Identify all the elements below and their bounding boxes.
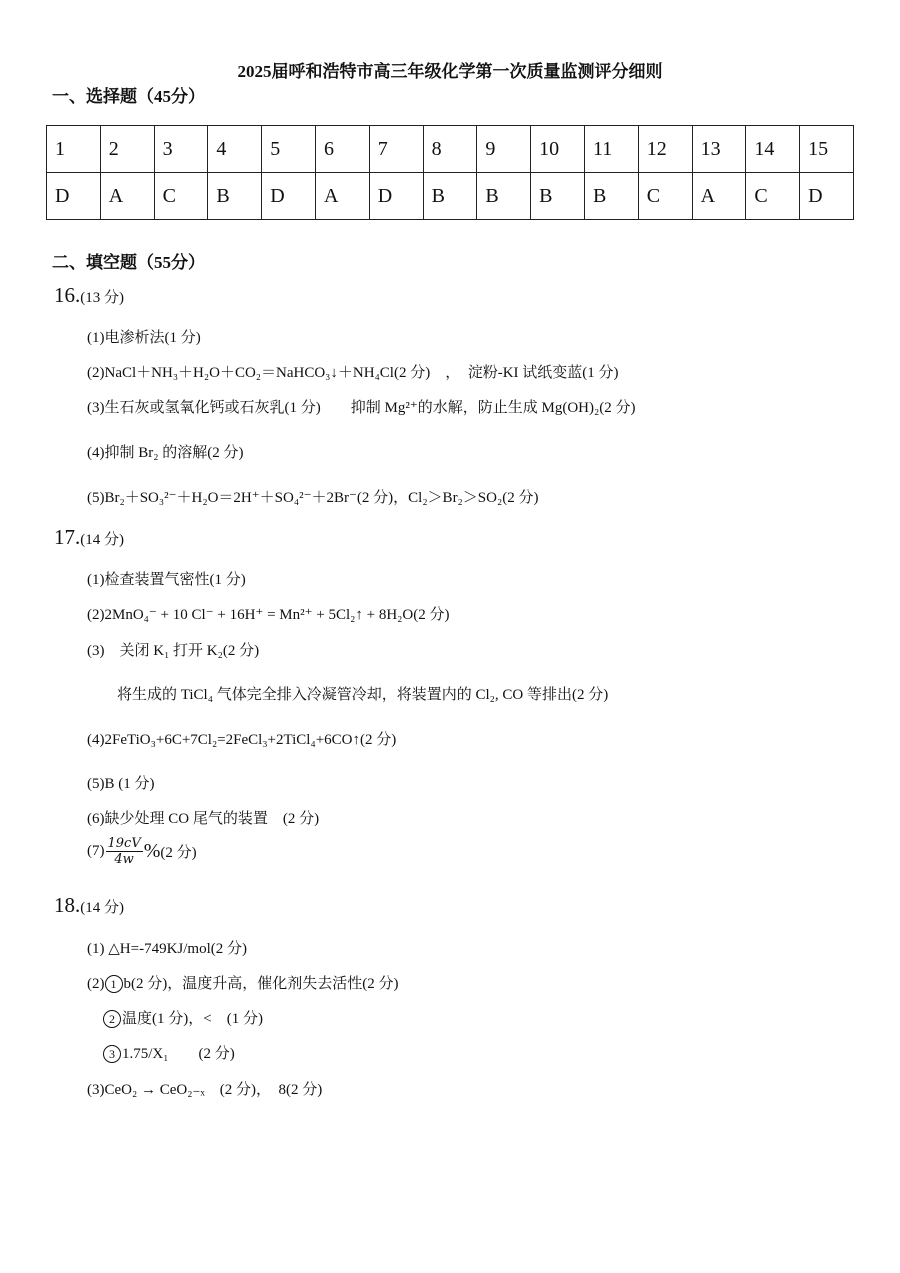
question-number-cell: 10: [531, 126, 585, 173]
section-choice-heading: 一、选择题（45分）: [52, 87, 205, 106]
question-number: 16.: [54, 283, 81, 307]
subitem-text: b(2 分)，温度升高，催化剂失去活性(2 分): [123, 976, 399, 992]
question-number-cell: 4: [208, 126, 262, 173]
q17-answer-5: (5)B (1 分): [87, 776, 155, 792]
question-number-cell: 2: [100, 126, 154, 173]
circled-number-3: 3: [103, 1045, 121, 1063]
answer-letter-cell: D: [262, 173, 316, 220]
question-number: 17.: [54, 525, 81, 549]
question-16-header: [54, 283, 124, 308]
question-number-cell: 6: [315, 126, 369, 173]
q16-answer-2: (2)NaCl＋NH₃＋H₂O＋CO₂＝NaHCO₃↓＋NH₄Cl(2 分) ， 淀粉-KI 试纸变蓝(1 分): [87, 365, 619, 381]
subitem-text: 温度(1 分)，< (1 分): [122, 1011, 263, 1027]
question-number-cell: 3: [154, 126, 208, 173]
q17-answer-7: [87, 836, 197, 867]
question-number-cell: 8: [423, 126, 477, 173]
answer-table: [46, 125, 854, 220]
question-score: (14 分): [80, 532, 124, 548]
answer-letter-cell: D: [369, 173, 423, 220]
question-number-cell: 11: [584, 126, 638, 173]
answer-letter-cell: C: [638, 173, 692, 220]
fraction: [106, 836, 143, 867]
answer-letter-cell: D: [800, 173, 854, 220]
question-number: 18.: [54, 893, 81, 917]
answer-letter-cell: B: [531, 173, 585, 220]
q17-answer-2: (2)2MnO₄⁻ + 10 Cl⁻ + 16H⁺ = Mn²⁺ + 5Cl₂↑ + 8H₂O(2 分): [87, 607, 450, 623]
item-score: (2 分): [160, 845, 197, 861]
q17-answer-1: (1)检查装置气密性(1 分): [87, 572, 246, 588]
answer-table-number-row: [47, 126, 854, 173]
question-number-cell: 9: [477, 126, 531, 173]
answer-letter-cell: A: [315, 173, 369, 220]
question-18-header: [54, 893, 124, 918]
q16-answer-4: (4)抑制 Br₂ 的溶解(2 分): [87, 445, 244, 461]
item-prefix: (7): [87, 843, 105, 859]
question-number-cell: 7: [369, 126, 423, 173]
q16-answer-5: (5)Br₂＋SO₃²⁻＋H₂O＝2H⁺＋SO₄²⁻＋2Br⁻(2 分)，Cl₂＞Br₂＞SO₂(2 分): [87, 490, 539, 506]
answer-letter-cell: B: [423, 173, 477, 220]
question-number-cell: 14: [746, 126, 800, 173]
question-number-cell: 12: [638, 126, 692, 173]
q17-answer-6: (6)缺少处理 CO 尾气的装置 (2 分): [87, 811, 320, 827]
q18-answer-2c: [103, 1042, 235, 1063]
q16-answer-3: (3)生石灰或氢氧化钙或石灰乳(1 分) 抑制 Mg²⁺的水解，防止生成 Mg(OH)₂(2 分): [87, 400, 636, 416]
question-score: (13 分): [80, 290, 124, 306]
answer-letter-cell: C: [154, 173, 208, 220]
question-score: (14 分): [80, 900, 124, 916]
answer-letter-cell: B: [584, 173, 638, 220]
item-prefix: (2): [87, 976, 105, 992]
q18-answer-1: (1) △H=-749KJ/mol(2 分): [87, 941, 247, 957]
q18-answer-2b: [103, 1007, 263, 1028]
section-fill-heading: 二、填空题（55分）: [52, 253, 205, 272]
question-number-cell: 15: [800, 126, 854, 173]
q18-answer-2a: [87, 972, 398, 993]
circled-number-1: 1: [105, 975, 123, 993]
subitem-text: 1.75/X₁ (2 分): [122, 1046, 235, 1062]
q18-answer-3: (3)CeO₂ → CeO₂₋ₓ (2 分)， 8(2 分): [87, 1082, 323, 1098]
fraction-numerator: 19cV: [107, 836, 141, 851]
question-number-cell: 5: [262, 126, 316, 173]
q17-answer-3b: 将生成的 TiCl₄ 气体完全排入冷凝管冷却，将装置内的 Cl₂, CO 等排出(2 分): [117, 687, 609, 703]
document-title: 2025届呼和浩特市高三年级化学第一次质量监测评分细则: [237, 62, 663, 81]
answer-letter-cell: C: [746, 173, 800, 220]
fraction-denominator: 4w: [114, 852, 134, 867]
q16-answer-1: (1)电渗析法(1 分): [87, 330, 201, 346]
q17-answer-4: (4)2FeTiO₃+6C+7Cl₂=2FeCl₃+2TiCl₄+6CO↑(2 分): [87, 732, 397, 748]
question-number-cell: 13: [692, 126, 746, 173]
answer-letter-cell: A: [692, 173, 746, 220]
question-17-header: [54, 525, 124, 550]
answer-letter-cell: B: [208, 173, 262, 220]
circled-number-2: 2: [103, 1010, 121, 1028]
answer-table-letter-row: [47, 173, 854, 220]
q17-answer-3: (3) 关闭 K₁ 打开 K₂(2 分): [87, 643, 260, 659]
answer-letter-cell: A: [100, 173, 154, 220]
question-number-cell: 1: [47, 126, 101, 173]
percent-sign: %: [143, 840, 161, 862]
answer-letter-cell: D: [47, 173, 101, 220]
answer-letter-cell: B: [477, 173, 531, 220]
